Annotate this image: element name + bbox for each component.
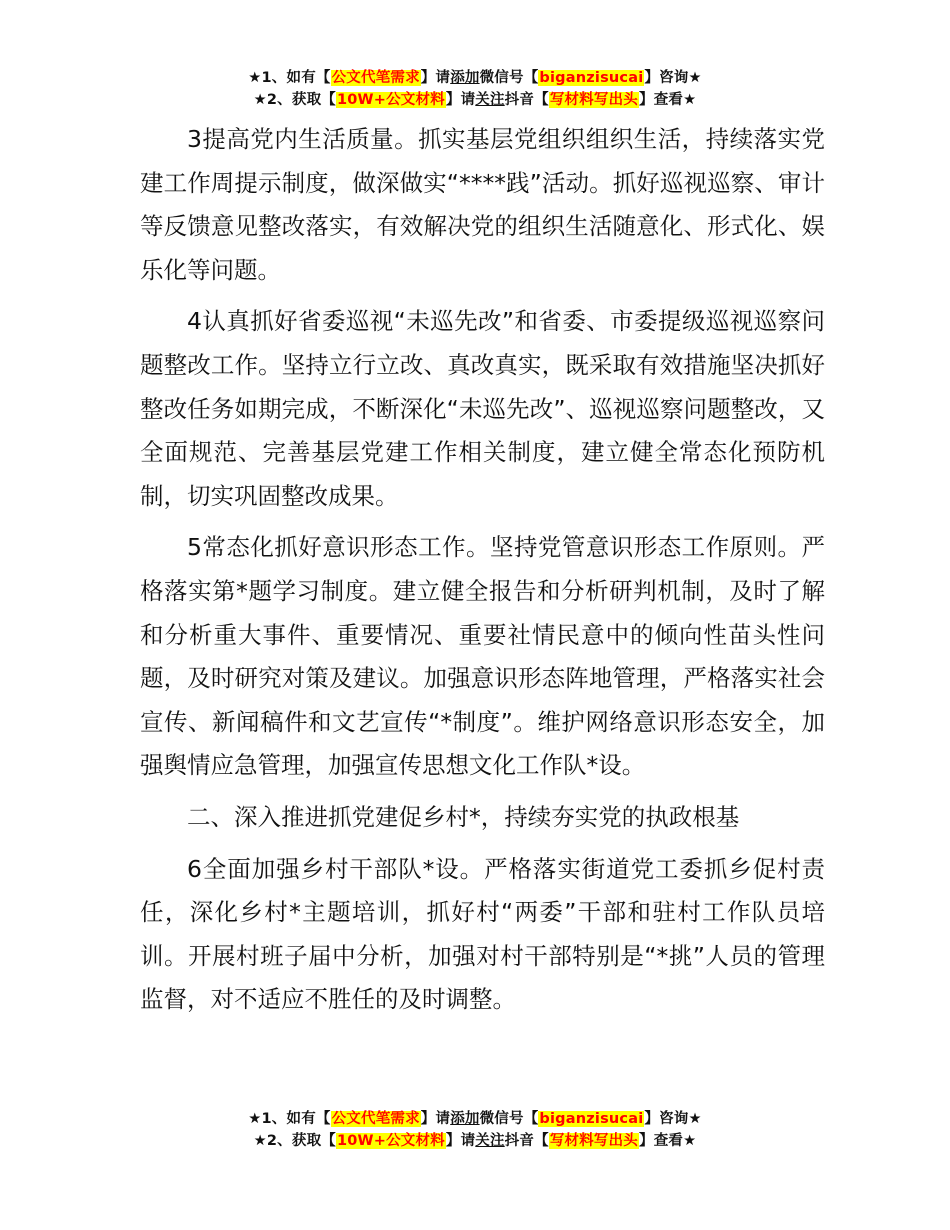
promo-text: 1、如有【 [261,1111,331,1127]
star-icon: ★ [248,70,262,86]
promo-text: 】咨询 [644,70,689,86]
header-promo-banner [0,67,950,111]
highlight-douyin-account: 写材料写出头 [549,92,639,108]
promo-text: 】查看 [639,92,684,108]
promo-text: 】请 [420,1111,451,1127]
promo-text: 2、获取【 [266,92,336,108]
promo-text: 】查看 [639,1133,684,1149]
promo-text: 微信号【 [479,1111,539,1127]
paragraph-6: 6全面加强乡村干部队*设。严格落实街道党工委抓乡促村责任，深化乡村*主题培训，抓好村“两委”干部和驻村工作队员培训。开展村班子届中分析，加强对村干部特别是“*挑”人员的管理监督，对不适应不胜任的及时调整。 [140,854,825,1014]
underlined-follow: 关注 [475,92,505,108]
star-icon: ★ [688,70,702,86]
underlined-add: 添加 [450,1111,480,1127]
highlight-douyin-account: 写材料写出头 [549,1133,639,1149]
paragraph-4: 4认真抓好省委巡视“未巡先改”和省委、市委提级巡视巡察问题整改工作。坚持立行立改、真改真实，既采取有效措施坚决抓好整改任务如期完成，不断深化“未巡先改”、巡视巡察问题整改，又全面规范、完善基层党建工作相关制度，建立健全常态化预防机制，切实巩固整改成果。 [140,307,825,510]
promo-text: 1、如有【 [261,70,331,86]
footer-promo-banner [0,1108,950,1152]
promo-line-2 [0,89,950,111]
highlight-service: 公文代笔需求 [331,70,420,86]
highlight-materials: 10W+公文材料 [336,92,445,108]
highlight-wechat-id: biganzisucai [539,1111,644,1127]
highlight-service: 公文代笔需求 [331,1111,420,1127]
star-icon: ★ [688,1111,702,1127]
promo-text: 】请 [420,70,451,86]
promo-text: 抖音【 [504,92,549,108]
promo-text: 抖音【 [504,1133,549,1149]
star-icon: ★ [253,92,267,108]
underlined-add: 添加 [450,70,480,86]
paragraph-5: 5常态化抓好意识形态工作。坚持党管意识形态工作原则。严格落实第*题学习制度。建立健全报告和分析研判机制，及时了解和分析重大事件、重要情况、重要社情民意中的倾向性苗头性问题，及时研究对策及建议。加强意识形态阵地管理，严格落实社会宣传、新闻稿件和文艺宣传“*制度”。维护网络意识形态安全，加强舆情应急管理，加强宣传思想文化工作队*设。 [140,533,825,780]
promo-line-1 [0,1108,950,1130]
promo-text: 微信号【 [479,70,539,86]
section-heading-2: 二、深入推进抓党建促乡村*，持续夯实党的执政根基 [187,802,740,831]
star-icon: ★ [253,1133,267,1149]
promo-line-1 [0,67,950,89]
document-body [140,118,825,1030]
star-icon: ★ [683,1133,697,1149]
star-icon: ★ [248,1111,262,1127]
highlight-wechat-id: biganzisucai [539,70,644,86]
promo-text: 2、获取【 [266,1133,336,1149]
star-icon: ★ [683,92,697,108]
promo-line-2 [0,1130,950,1152]
promo-text: 】请 [445,92,476,108]
underlined-follow: 关注 [475,1133,505,1149]
promo-text: 】请 [445,1133,476,1149]
paragraph-3: 3提高党内生活质量。抓实基层党组织组织生活，持续落实党建工作周提示制度，做深做实“****践”活动。抓好巡视巡察、审计等反馈意见整改落实，有效解决党的组织生活随意化、形式化、娱乐化等问题。 [140,125,825,284]
promo-text: 】咨询 [644,1111,689,1127]
highlight-materials: 10W+公文材料 [336,1133,445,1149]
